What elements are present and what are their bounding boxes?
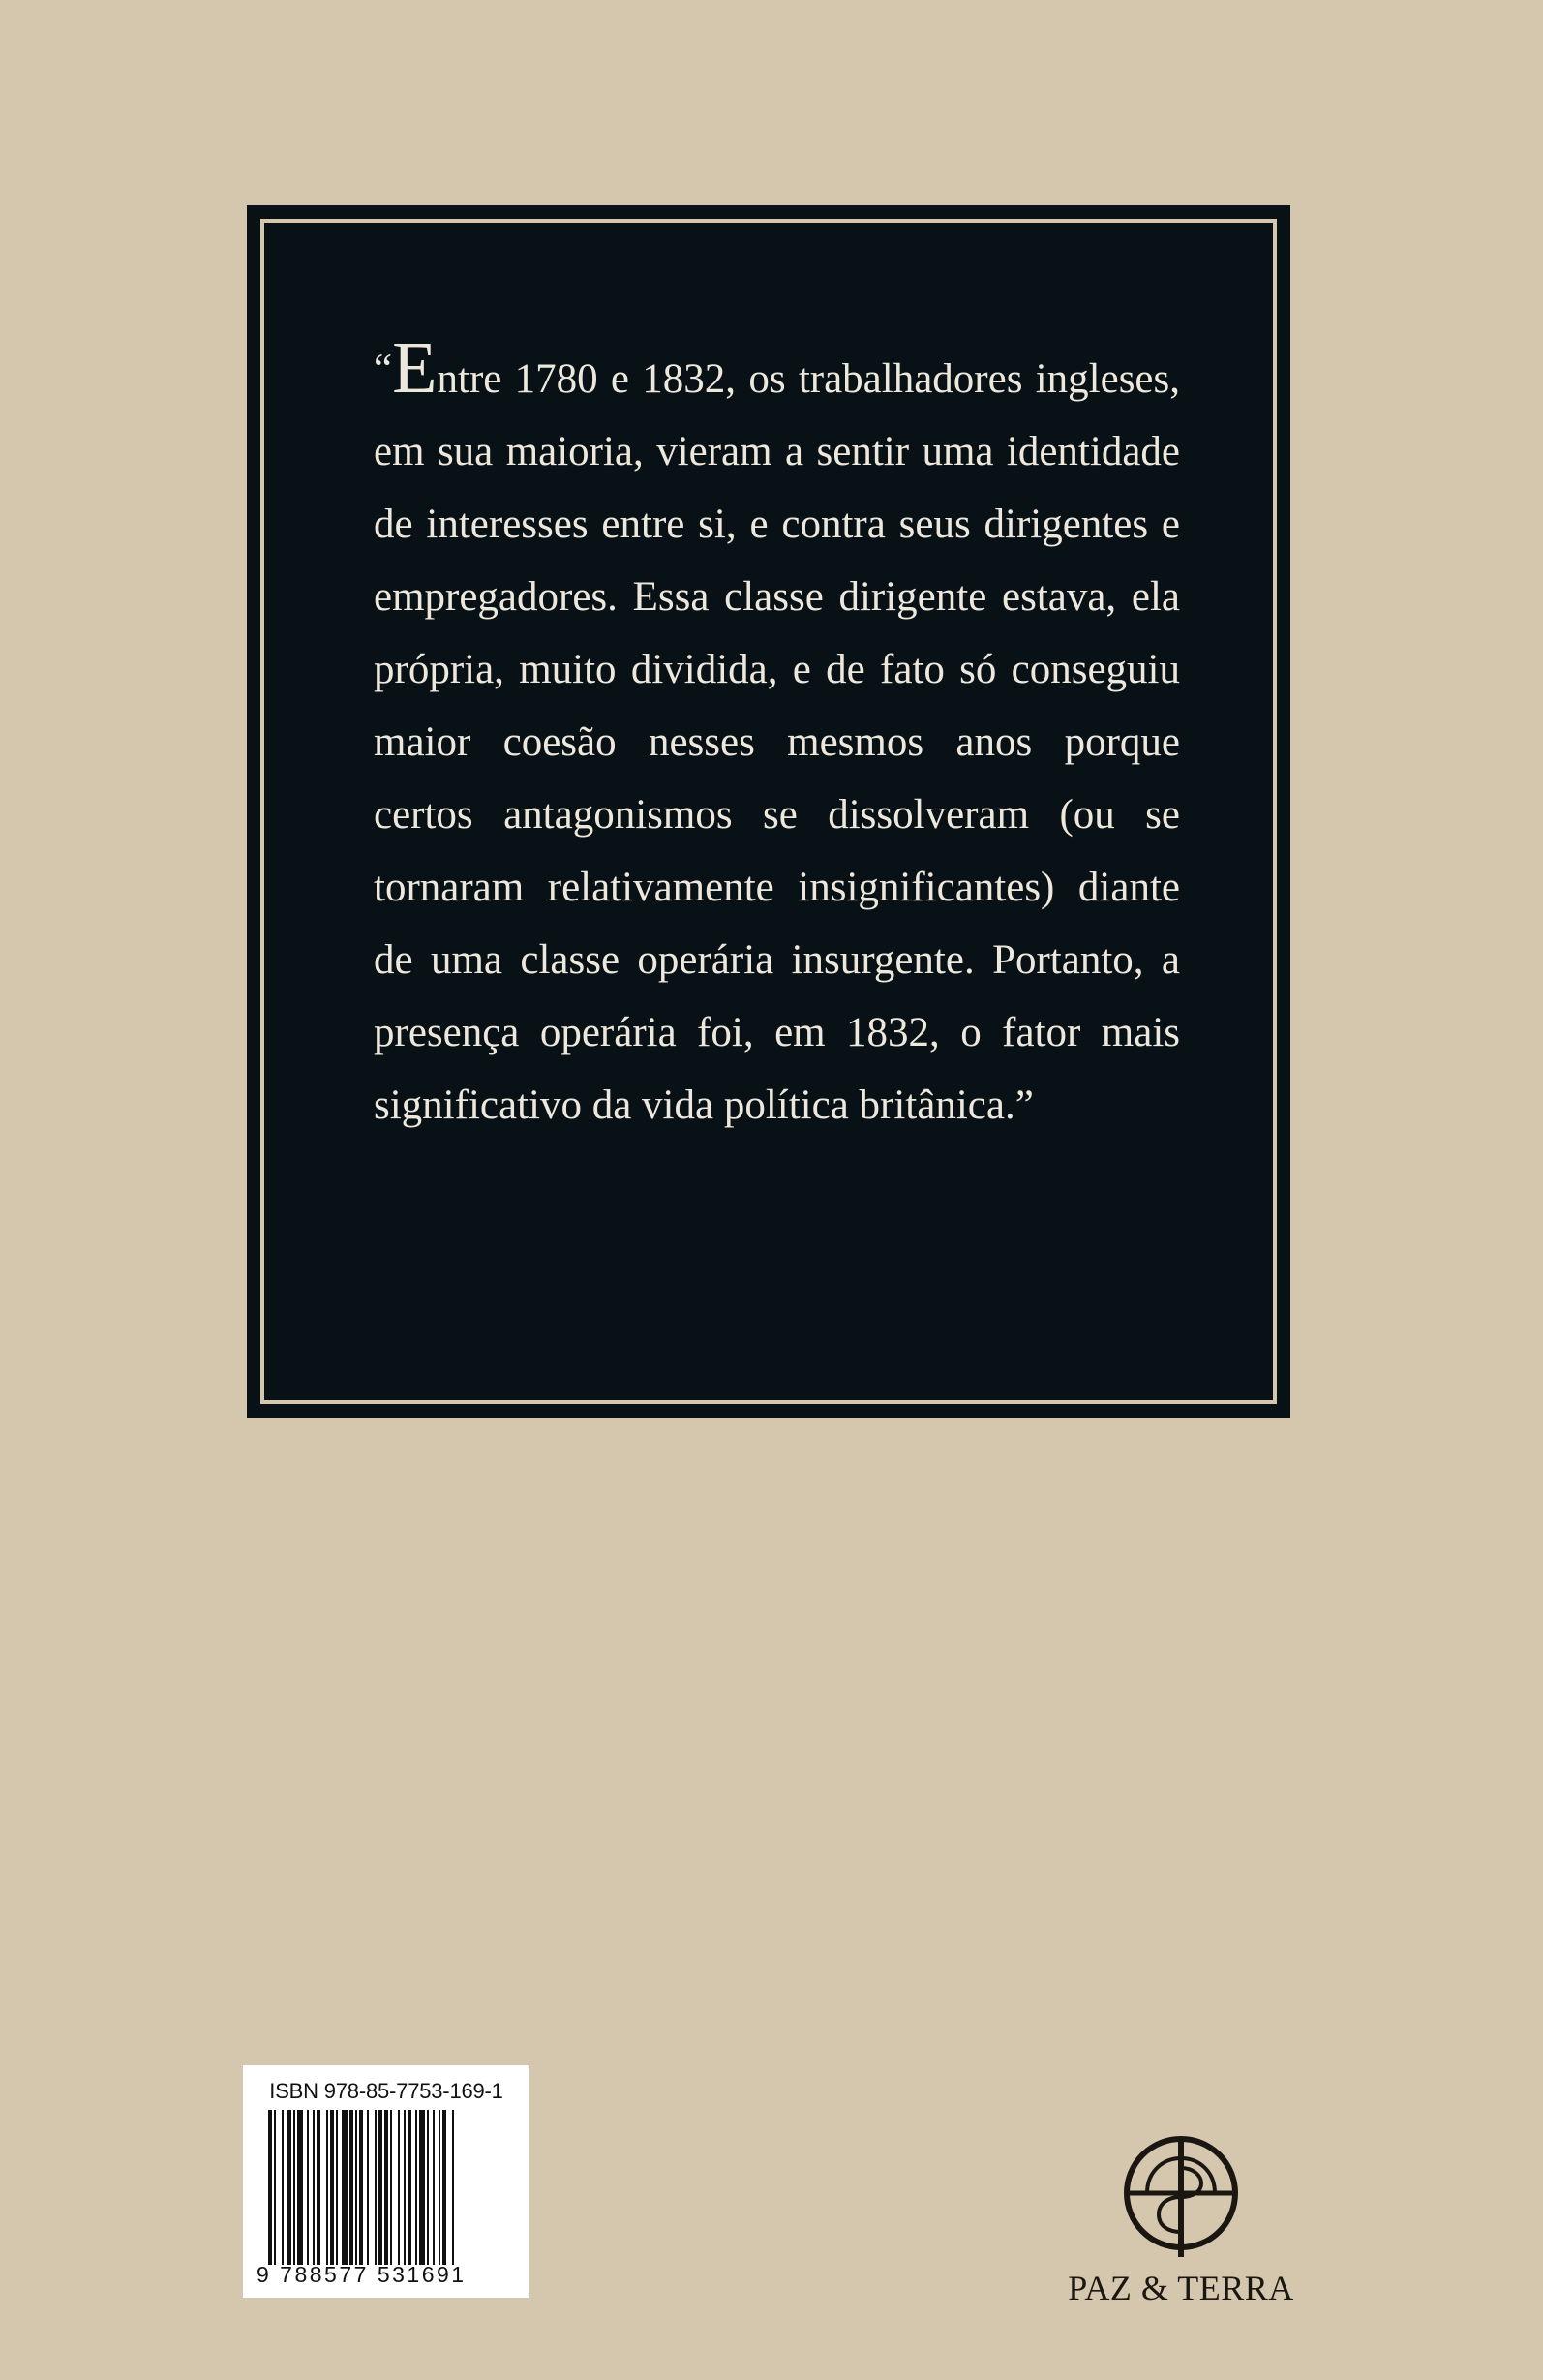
quote-body: ntre 1780 e 1832, os trabalhadores ingleses, em sua maioria, vieram a sentir uma identidade de interesses entre si, e contra seus dirigentes e empregadores. Essa classe dirigente estava, ela própria, muito dividida, e de fato só conseguiu maior coesão nesses mesmos anos porque certos antagonismos se dissolveram (ou se tornaram relativamente insignificantes) diante de uma classe operária insurgente. Portanto, a presença operária foi, em 1832, o fator mais significativo da vida política britânica.” [374, 356, 1180, 1128]
quote-panel [247, 205, 1290, 1418]
publisher-mark [1065, 2135, 1297, 2329]
back-cover-quote [374, 327, 1180, 1142]
isbn-barcode-box [243, 2065, 529, 2298]
barcode-digits: 9 788577 531691 [257, 2262, 467, 2287]
barcode-icon [268, 2110, 510, 2265]
opening-quote-mark: “ [374, 347, 393, 392]
globe-cross-logo-icon [1120, 2135, 1242, 2259]
publisher-name: PAZ & TERRA [1068, 2269, 1294, 2307]
drop-cap: E [392, 327, 438, 409]
isbn-label: ISBN 978-85-7753-169-1 [269, 2079, 503, 2103]
